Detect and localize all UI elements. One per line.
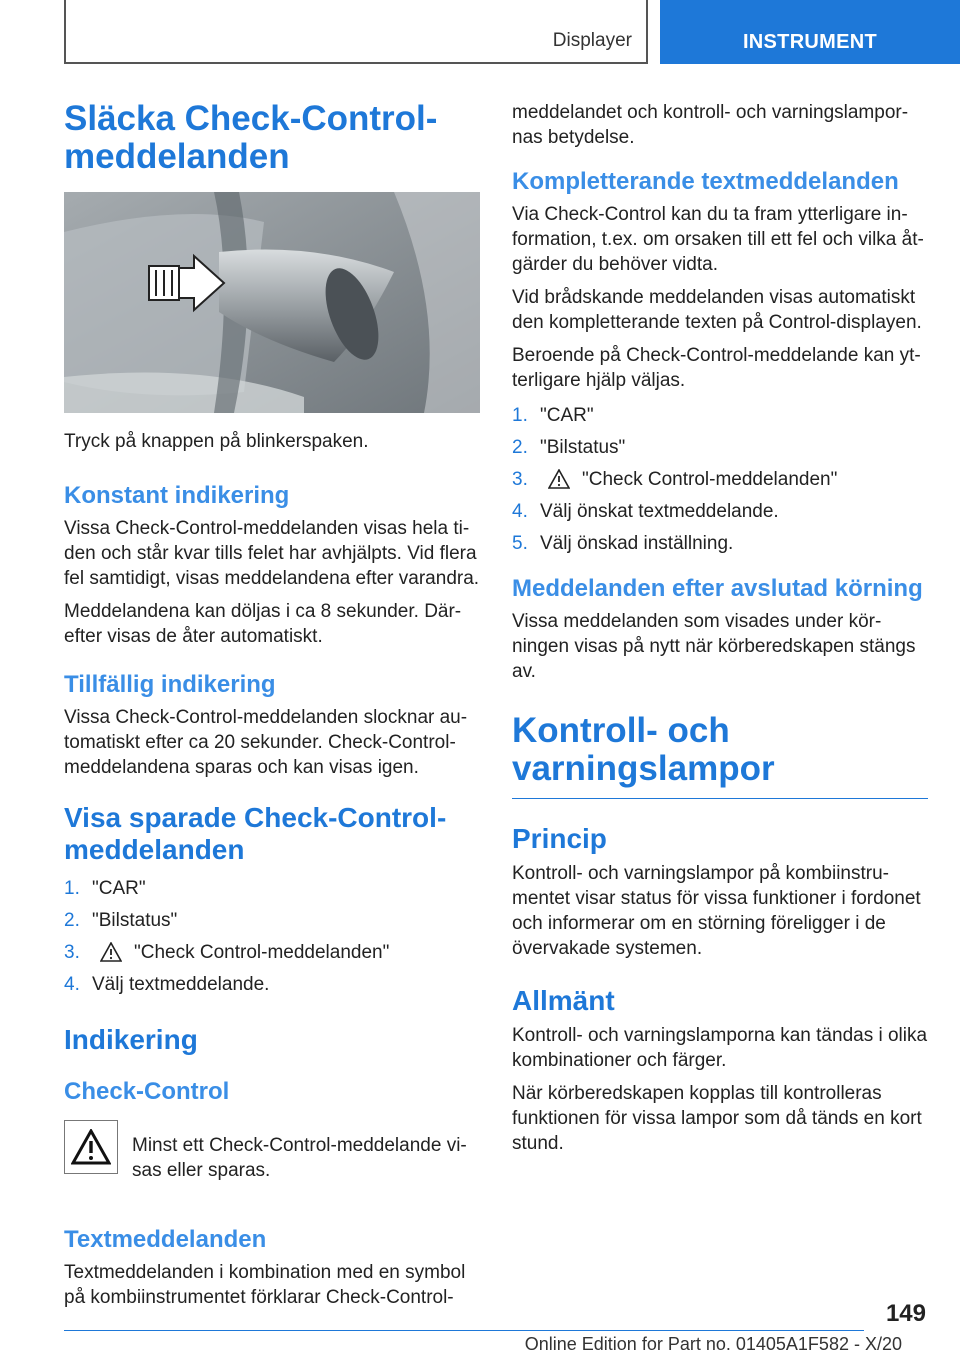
header-chapter-tab: INSTRUMENT: [660, 0, 960, 64]
step-number: 4.: [512, 500, 528, 522]
page-number: 149: [885, 1300, 926, 1327]
image-caption: Tryck på knappen på blinkerspaken.: [64, 431, 369, 452]
step-text: "Bilstatus": [92, 909, 178, 931]
footer-divider: [64, 1330, 864, 1331]
step-text: "CAR": [540, 404, 594, 426]
konstant-p1: Vissa Check-Control-meddelanden visas hela ti-den och står kvar tills felet har avhjälpts. Vid flera fel samtidigt, visas meddelandena efter varandra.: [64, 518, 480, 589]
list-item: [512, 495, 928, 527]
komplett-p2: Vid brådskande meddelanden visas automatiskt den kompletterande texten på Control-displayen.: [512, 287, 922, 333]
step-text: "Check Control-meddelanden": [134, 941, 390, 963]
step-text: Välj textmeddelande.: [92, 973, 270, 995]
heading-check-control: Check-Control: [64, 1078, 230, 1105]
step-text: Välj önskat textmeddelande.: [540, 500, 779, 522]
continued-text: meddelandet och kontroll- och varningslampor-nas betydelse.: [512, 102, 909, 148]
list-item: [512, 463, 928, 495]
step-number: 4.: [64, 973, 80, 995]
list-item: [64, 904, 480, 936]
heading-slacka: Släcka Check-Control-meddelanden: [64, 99, 438, 176]
heading-allmant: Allmänt: [512, 985, 615, 1016]
warning-triangle-icon: [100, 942, 122, 962]
step-text: "Bilstatus": [540, 436, 626, 458]
list-item: [512, 399, 928, 431]
heading-visa-sparade: Visa sparade Check-Control-meddelanden: [64, 802, 447, 865]
list-item: [64, 872, 480, 904]
header-section-box: [64, 0, 648, 64]
heading-konstant: Konstant indikering: [64, 482, 290, 509]
heading-textmeddelanden: Textmeddelanden: [64, 1226, 267, 1253]
warning-triangle-icon: [64, 1120, 118, 1174]
allmant-p1: Kontroll- och varningslamporna kan tändas i olika kombinationer och färger.: [512, 1025, 928, 1071]
check-control-note: [64, 1114, 480, 1202]
komplett-p1: Via Check-Control kan du ta fram ytterligare in-formation, t.ex. om orsaken till ett fel och vilka åt-gärder du behöver vidta.: [512, 204, 924, 275]
heading-princip: Princip: [512, 823, 607, 854]
step-number: 2.: [64, 909, 80, 931]
footer-edition: Online Edition for Part no. 01405A1F582 - X/20: [524, 1334, 902, 1354]
heading-tillfallig: Tillfällig indikering: [64, 671, 276, 698]
step-number: 3.: [64, 941, 80, 963]
heading-indikering: Indikering: [64, 1024, 198, 1055]
heading-kompletterande: Kompletterande textmeddelanden: [512, 168, 899, 195]
right-column: [512, 100, 928, 1156]
step-text: "CAR": [92, 877, 146, 899]
efter-p1: Vissa meddelanden som visades under kör-ningen visas på nytt när körberedskapen stängs av.: [512, 611, 916, 682]
allmant-p2: När körberedskapen kopplas till kontrolleras funktionen för vissa lampor som då tänds en kort stund.: [512, 1083, 922, 1154]
list-item: [512, 431, 928, 463]
step-number: 2.: [512, 436, 528, 458]
textmeddelanden-p1: Textmeddelanden i kombination med en symbol på kombiinstrumentet förklarar Check-Control-: [64, 1262, 466, 1308]
step-number: 3.: [512, 468, 528, 490]
heading-kontroll-varningslampor: Kontroll- och varningslampor: [512, 711, 775, 788]
left-column: [64, 100, 480, 1310]
list-item: [64, 936, 480, 968]
header-section-label: Displayer: [552, 30, 632, 51]
warning-triangle-icon: [548, 469, 570, 489]
princip-p1: Kontroll- och varningslampor på kombiinstru-mentet visar status för vissa funktioner i fordonet och informerar om en störning föreligger i de övervakade systemen.: [512, 863, 921, 959]
tillfallig-p1: Vissa Check-Control-meddelanden slocknar au-tomatiskt efter ca 20 sekunder. Check-Control-meddelandena sparas och kan visas igen.: [64, 707, 468, 778]
heading-efter-korning: Meddelanden efter avslutad körning: [512, 575, 923, 602]
step-text: Välj önskad inställning.: [540, 532, 734, 554]
lever-illustration: [64, 192, 480, 413]
konstant-p2: Meddelandena kan döljas i ca 8 sekunder. Där-efter visas de åter automatiskt.: [64, 601, 462, 647]
step-number: 5.: [512, 532, 528, 554]
list-item: [64, 968, 480, 1000]
list-item: [512, 527, 928, 559]
section-divider: [512, 798, 928, 799]
turn-signal-lever-image: [64, 192, 480, 413]
visa-steps-list: [64, 872, 480, 1000]
check-control-text: Minst ett Check-Control-meddelande vi-sas eller sparas.: [132, 1135, 467, 1181]
step-number: 1.: [64, 877, 80, 899]
komplett-steps-list: [512, 399, 928, 559]
step-number: 1.: [512, 404, 528, 426]
komplett-p3: Beroende på Check-Control-meddelande kan yt-terligare hjälp väljas.: [512, 345, 921, 391]
step-text: "Check Control-meddelanden": [582, 468, 838, 490]
